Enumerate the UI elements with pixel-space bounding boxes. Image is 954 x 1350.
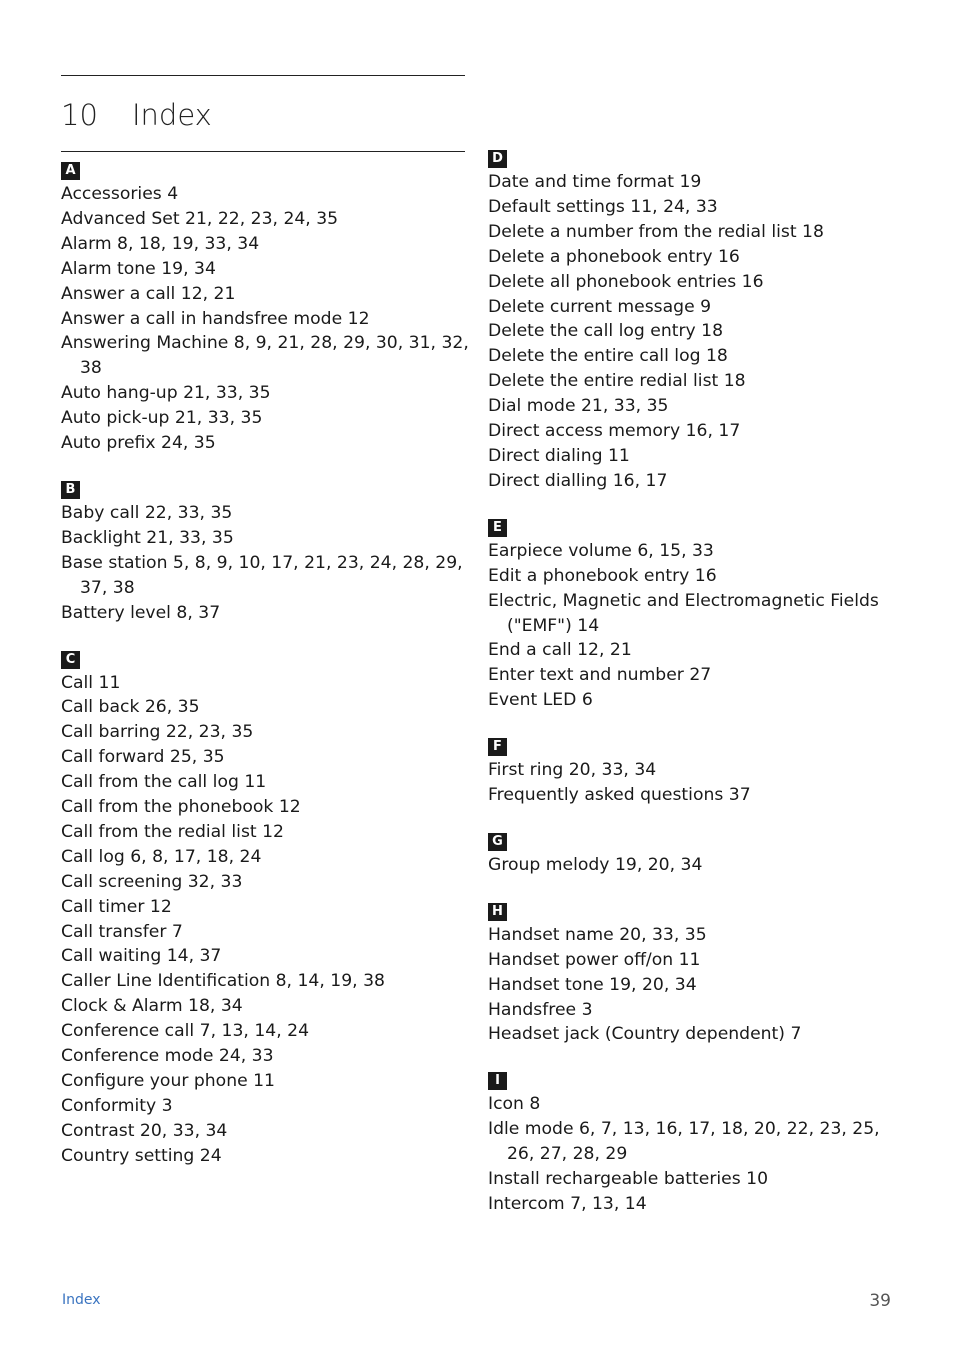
index-entry: Default settings 11, 24, 33: [488, 196, 718, 217]
page-number: 39: [869, 1291, 891, 1311]
index-entry: Handsfree 3: [488, 999, 593, 1020]
index-entry: Conformity 3: [61, 1095, 173, 1116]
index-column-right: [488, 150, 888, 1242]
index-entry: Install rechargeable batteries 10: [488, 1169, 769, 1190]
index-entry: Delete the entire redial list 18: [488, 371, 746, 392]
index-entry: Call 11: [61, 672, 121, 693]
index-entry: Group melody 19, 20, 34: [488, 854, 703, 875]
chapter-heading: [61, 96, 212, 134]
index-entry: Call waiting 14, 37: [61, 946, 222, 967]
index-entry: Delete current message 9: [488, 296, 712, 317]
index-entry: Delete the entire call log 18: [488, 346, 728, 367]
index-entry: Auto hang-up 21, 33, 35: [61, 383, 271, 404]
header-rule-bottom: [61, 151, 465, 152]
index-entry: Conference call 7, 13, 14, 24: [61, 1021, 310, 1042]
index-entry: Enter text and number 27: [488, 665, 712, 686]
index-entry: Idle mode 6, 7, 13, 16, 17, 18, 20, 22, 23, 25, 26, 27, 28, 29: [488, 1119, 880, 1165]
index-section-g: [488, 833, 888, 878]
index-entry: Delete all phonebook entries 16: [488, 271, 764, 292]
index-section-c: [61, 651, 461, 1169]
section-letter-badge: B: [61, 481, 80, 499]
index-entry: Frequently asked questions 37: [488, 785, 751, 806]
index-entry: Handset tone 19, 20, 34: [488, 974, 697, 995]
index-section-i: [488, 1072, 888, 1217]
index-entry: Dial mode 21, 33, 35: [488, 396, 669, 417]
index-entry: Auto pick-up 21, 33, 35: [61, 408, 263, 429]
index-entry: Call log 6, 8, 17, 18, 24: [61, 846, 262, 867]
index-entry: Call transfer 7: [61, 921, 183, 942]
section-letter-badge: C: [61, 651, 80, 669]
index-entry: Configure your phone 11: [61, 1071, 275, 1091]
index-entry: Contrast 20, 33, 34: [61, 1120, 228, 1141]
index-entry: Alarm tone 19, 34: [61, 258, 216, 279]
index-entry: Call screening 32, 33: [61, 871, 243, 892]
index-entry: Direct dialing 11: [488, 445, 630, 466]
section-letter-badge: I: [488, 1072, 507, 1090]
index-entry: Call back 26, 35: [61, 697, 200, 718]
index-column-left: [61, 162, 469, 1194]
chapter-number: 10: [61, 98, 98, 132]
index-entry: Delete a phonebook entry 16: [488, 246, 740, 267]
index-entry: Icon 8: [488, 1094, 541, 1115]
index-entry: Conference mode 24, 33: [61, 1046, 274, 1067]
index-section-f: [488, 738, 888, 808]
index-entry: Alarm 8, 18, 19, 33, 34: [61, 233, 260, 254]
index-section-a: [61, 162, 469, 456]
index-entry: Battery level 8, 37: [61, 602, 221, 623]
section-letter-badge: H: [488, 903, 507, 921]
index-entry: Caller Line Identification 8, 14, 19, 38: [61, 971, 385, 992]
footer-section-label: Index: [62, 1292, 101, 1308]
index-entry: First ring 20, 33, 34: [488, 760, 657, 781]
index-entry: Edit a phonebook entry 16: [488, 565, 717, 586]
index-section-h: [488, 903, 888, 1048]
chapter-title: Index: [132, 98, 212, 132]
index-entry: Electric, Magnetic and Electromagnetic Fields ("EMF") 14: [488, 590, 879, 636]
index-entry: Intercom 7, 13, 14: [488, 1194, 647, 1214]
index-entry: Delete the call log entry 18: [488, 321, 724, 342]
section-letter-badge: D: [488, 150, 507, 168]
index-entry: Auto prefix 24, 35: [61, 433, 216, 454]
index-entry: Earpiece volume 6, 15, 33: [488, 540, 714, 561]
index-section-e: [488, 519, 888, 713]
header-rule-top: [61, 75, 465, 76]
index-entry: Advanced Set 21, 22, 23, 24, 35: [61, 208, 339, 229]
index-entry: Call forward 25, 35: [61, 747, 225, 768]
index-entry: Call from the phonebook 12: [61, 797, 301, 818]
index-entry: Date and time format 19: [488, 172, 702, 192]
index-entry: Call from the redial list 12: [61, 821, 284, 842]
index-entry: Headset jack (Country dependent) 7: [488, 1024, 802, 1045]
section-letter-badge: E: [488, 519, 507, 537]
index-entry: Country setting 24: [61, 1145, 222, 1166]
index-entry: Delete a number from the redial list 18: [488, 221, 824, 242]
section-letter-badge: A: [61, 162, 80, 180]
index-entry: Direct access memory 16, 17: [488, 421, 741, 442]
index-entry: Backlight 21, 33, 35: [61, 527, 234, 548]
index-entry: End a call 12, 21: [488, 640, 632, 661]
index-entry: Event LED 6: [488, 690, 593, 711]
index-entry: Accessories 4: [61, 184, 179, 204]
index-entry: Answer a call 12, 21: [61, 283, 236, 304]
index-entry: Baby call 22, 33, 35: [61, 502, 233, 523]
index-entry: Handset name 20, 33, 35: [488, 924, 707, 945]
section-letter-badge: F: [488, 738, 507, 756]
index-entry: Call timer 12: [61, 896, 172, 917]
index-entry: Clock & Alarm 18, 34: [61, 996, 243, 1017]
index-section-b: [61, 481, 461, 626]
index-entry: Call from the call log 11: [61, 772, 267, 793]
index-entry: Base station 5, 8, 9, 10, 17, 21, 23, 24, 28, 29, 37, 38: [61, 552, 463, 598]
index-entry: Direct dialling 16, 17: [488, 470, 668, 491]
index-entry: Call barring 22, 23, 35: [61, 722, 254, 743]
section-letter-badge: G: [488, 833, 507, 851]
index-entry: Answer a call in handsfree mode 12: [61, 308, 370, 329]
index-entry: Handset power off/on 11: [488, 949, 701, 970]
index-section-d: [488, 150, 888, 494]
index-entry: Answering Machine 8, 9, 21, 28, 29, 30, 31, 32, 38: [61, 333, 469, 379]
